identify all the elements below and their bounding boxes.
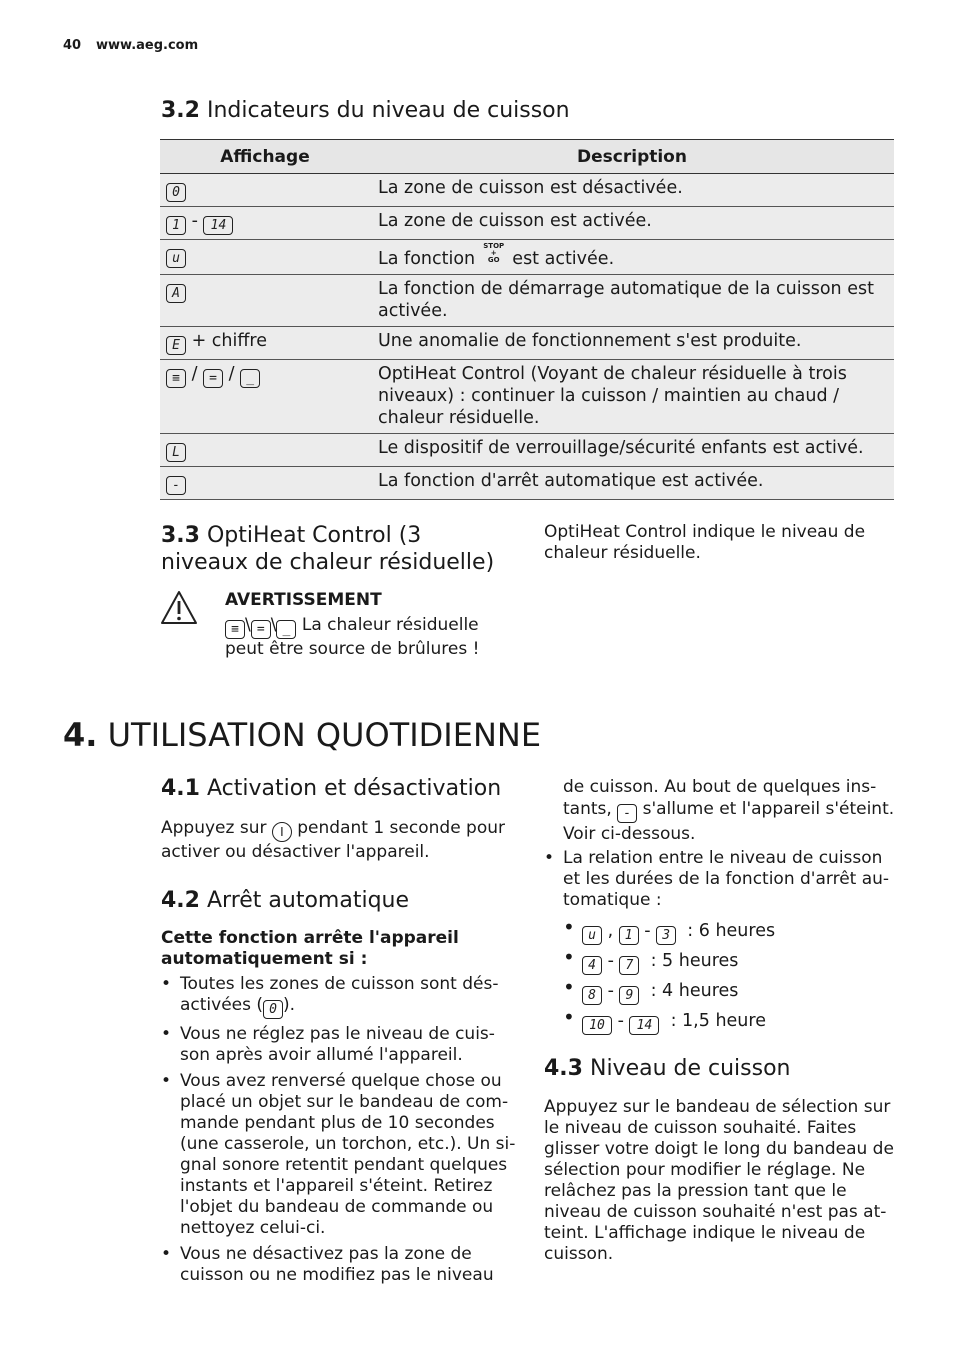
auto-off-list: [161, 974, 516, 1286]
activation-text: Appuyez sur I pendant 1 seconde pour activer ou désactiver l'appareil.: [161, 818, 506, 862]
display-symbol: -: [166, 476, 186, 495]
table-row: [160, 240, 894, 275]
section-number: 4.3: [544, 1056, 583, 1081]
duration-item: • 4 - 7 : 5 heures: [563, 946, 893, 976]
section-title: Indicateurs du niveau de cuisson: [206, 98, 570, 123]
optiheat-intro: OptiHeat Control indique le niveau de chaleur résiduelle.: [544, 522, 866, 563]
auto-off-intro: Cette fonction arrête l'appareil automatiquement si :: [161, 928, 459, 969]
power-icon: I: [272, 822, 292, 842]
table-row: [160, 434, 894, 467]
section-title: niveaux de chaleur résiduelle): [161, 550, 495, 575]
chapter-4-heading: [63, 716, 541, 754]
desc-text: La fonction: [378, 249, 476, 269]
table-row: [160, 327, 894, 360]
separator: /: [228, 364, 235, 384]
section-3-2-heading: [161, 97, 570, 124]
table-row: [160, 207, 894, 240]
section-number: 3.2: [161, 98, 200, 123]
row-description: La fonction de démarrage automatique de la cuisson est activée.: [370, 275, 894, 327]
durations-list: [563, 916, 893, 1036]
table-row: [160, 275, 894, 327]
section-title: Niveau de cuisson: [589, 1056, 791, 1081]
chapter-number: 4.: [63, 716, 98, 754]
list-item: • La relation entre le niveau de cuisson et les durées de la fonction d'arrêt au-tomatique :: [544, 848, 894, 911]
section-number: 4.1: [161, 776, 200, 801]
duration-item: • u , 1 - 3 : 6 heures: [563, 916, 893, 946]
symbol-extra: + chiffre: [191, 331, 268, 351]
row-description: OptiHeat Control (Voyant de chaleur résiduelle à trois niveaux) : continuer la cuisson / maintien au chaud / chaleur résiduelle.: [370, 360, 894, 434]
auto-off-continued: de cuisson. Au bout de quelques ins- tants, - s'allume et l'appareil s'éteint. Voir ci-dessous.: [563, 777, 895, 844]
chapter-title: UTILISATION QUOTIDIENNE: [107, 716, 542, 754]
list-item: • Vous ne désactivez pas la zone de cuisson ou ne modifiez pas le niveau: [161, 1244, 516, 1286]
indicators-table: [160, 139, 894, 500]
display-symbol: ≡: [225, 620, 245, 639]
display-symbol: L: [166, 443, 186, 462]
section-4-3-heading: [544, 1055, 791, 1082]
display-symbol: E: [166, 336, 186, 355]
display-symbol: 14: [629, 1016, 659, 1035]
table-row: [160, 174, 894, 207]
list-item: • Vous ne réglez pas le niveau de cuis-son après avoir allumé l'appareil.: [161, 1024, 516, 1066]
display-symbol: _: [240, 369, 260, 388]
row-description: La zone de cuisson est activée.: [370, 207, 894, 240]
display-symbol: 0: [263, 1000, 283, 1019]
display-symbol: 3: [656, 926, 676, 945]
display-symbol: 4: [582, 956, 602, 975]
cooking-level-text: Appuyez sur le bandeau de sélection sur le niveau de cuisson souhaité. Faites glisser votre doigt le long du bandeau de sélection pour modifier le réglage. Ne relâchez pas la pression tant que le niveau de cuisson souhaité n'est pas at-teint. L'affichage indique le niveau de cuisson.: [544, 1097, 894, 1264]
duration-item: • 8 - 9 : 4 heures: [563, 976, 893, 1006]
duration-item: • 10 - 14 : 1,5 heure: [563, 1006, 893, 1036]
section-title: Activation et désactivation: [206, 776, 502, 801]
display-symbol: 10: [582, 1016, 612, 1035]
display-symbol: u: [166, 249, 186, 268]
section-number: 3.3: [161, 523, 200, 548]
website-link[interactable]: www.aeg.com: [96, 38, 199, 53]
row-description: Une anomalie de fonctionnement s'est produite.: [370, 327, 894, 360]
row-description: La zone de cuisson est désactivée.: [370, 174, 894, 207]
section-number: 4.2: [161, 888, 200, 913]
display-symbol: A: [166, 284, 186, 303]
display-symbol: 0: [166, 183, 186, 202]
display-symbol: 14: [203, 216, 233, 235]
relation-list: [544, 848, 894, 911]
list-item: • Vous avez renversé quelque chose ou placé un objet sur le bandeau de com-mande pendant plus de 10 secondes (une casserole, un torchon, etc.). Un si-gnal sonore retentit pendant quelques instants et l'appareil s'éteint. Retirez l'objet du bandeau de commande ou nettoyez celui-ci.: [161, 1071, 516, 1239]
section-4-1-heading: [161, 775, 501, 802]
display-symbol: ≡: [166, 369, 186, 388]
warning-triangle-icon: [160, 590, 198, 626]
section-title: Arrêt automatique: [206, 888, 410, 913]
table-header-row: [160, 140, 894, 174]
row-description: [370, 240, 894, 275]
section-3-3-heading: [161, 522, 521, 576]
display-symbol: =: [203, 369, 223, 388]
table-row: [160, 360, 894, 434]
page-number: 40: [63, 38, 82, 53]
table-row: [160, 467, 894, 500]
section-title: OptiHeat Control (3: [206, 523, 422, 548]
display-symbol: 1: [166, 216, 186, 235]
warning-title: AVERTISSEMENT: [225, 590, 382, 610]
warning-text: ≡ \ = \ _ La chaleur résiduelle peut être source de brûlures !: [225, 615, 480, 659]
display-symbol: 1: [619, 926, 639, 945]
display-symbol: 9: [619, 986, 639, 1005]
desc-text: est activée.: [512, 249, 615, 269]
column-header-description: Description: [370, 140, 894, 174]
list-item: • Toutes les zones de cuisson sont dés-activées ( 0 ).: [161, 974, 516, 1019]
section-4-2-heading: [161, 887, 409, 914]
row-description: Le dispositif de verrouillage/sécurité enfants est activé.: [370, 434, 894, 467]
separator: /: [191, 364, 198, 384]
display-symbol: 7: [619, 956, 639, 975]
row-description: La fonction d'arrêt automatique est activée.: [370, 467, 894, 500]
column-header-display: Affichage: [160, 140, 370, 174]
separator: -: [191, 211, 198, 231]
display-symbol: =: [251, 620, 271, 639]
display-symbol: u: [582, 926, 602, 945]
stop-go-icon: STOP + GO: [483, 242, 505, 264]
display-symbol: _: [276, 620, 296, 639]
display-symbol: -: [617, 804, 637, 823]
display-symbol: 8: [582, 986, 602, 1005]
